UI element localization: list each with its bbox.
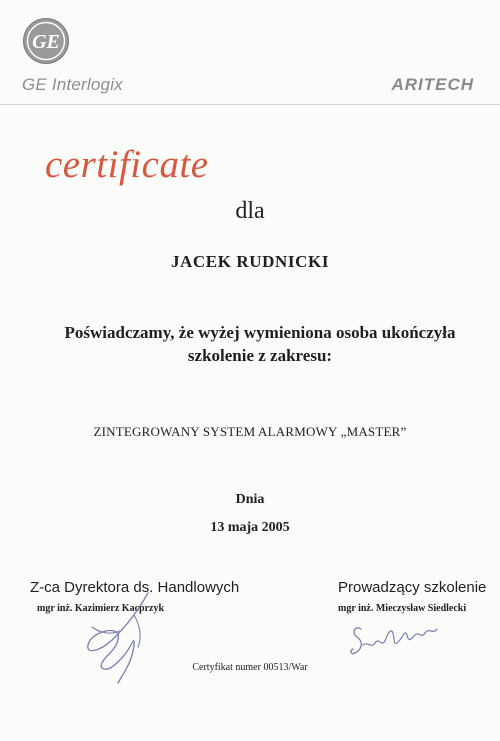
left-signatory-title: Z-ca Dyrektora ds. Handlowych — [30, 579, 240, 596]
ge-logo-text: GE — [32, 31, 60, 53]
right-signatory-name: mgr inż. Mieczysław Siedlecki — [338, 603, 467, 614]
left-signatory-name: mgr inż. Kazimierz Kacprzyk — [37, 603, 165, 614]
certificate-number: Certyfikat numer 00513/War — [192, 662, 308, 673]
for-label: dla — [235, 198, 265, 224]
date-label: Dnia — [235, 492, 265, 507]
statement-line-1: Poświadczamy, że wyżej wymieniona osoba ukończyła — [64, 323, 456, 342]
header-divider — [0, 104, 500, 105]
recipient-name: JACEK RUDNICKI — [170, 252, 330, 271]
statement — [20, 321, 500, 367]
statement-line-2: szkolenie z zakresu: — [187, 346, 333, 365]
issue-date: 13 maja 2005 — [210, 520, 290, 535]
certificate-title: certificate — [45, 143, 209, 186]
brand-aritech: ARITECH — [391, 75, 474, 94]
course-name: ZINTEGROWANY SYSTEM ALARMOWY „MASTER” — [93, 424, 407, 439]
ge-logo — [22, 17, 70, 65]
brand-ge-interlogix: GE Interlogix — [22, 75, 123, 94]
right-signatory-title: Prowadzący szkolenie — [338, 579, 487, 596]
right-signature — [345, 615, 445, 665]
